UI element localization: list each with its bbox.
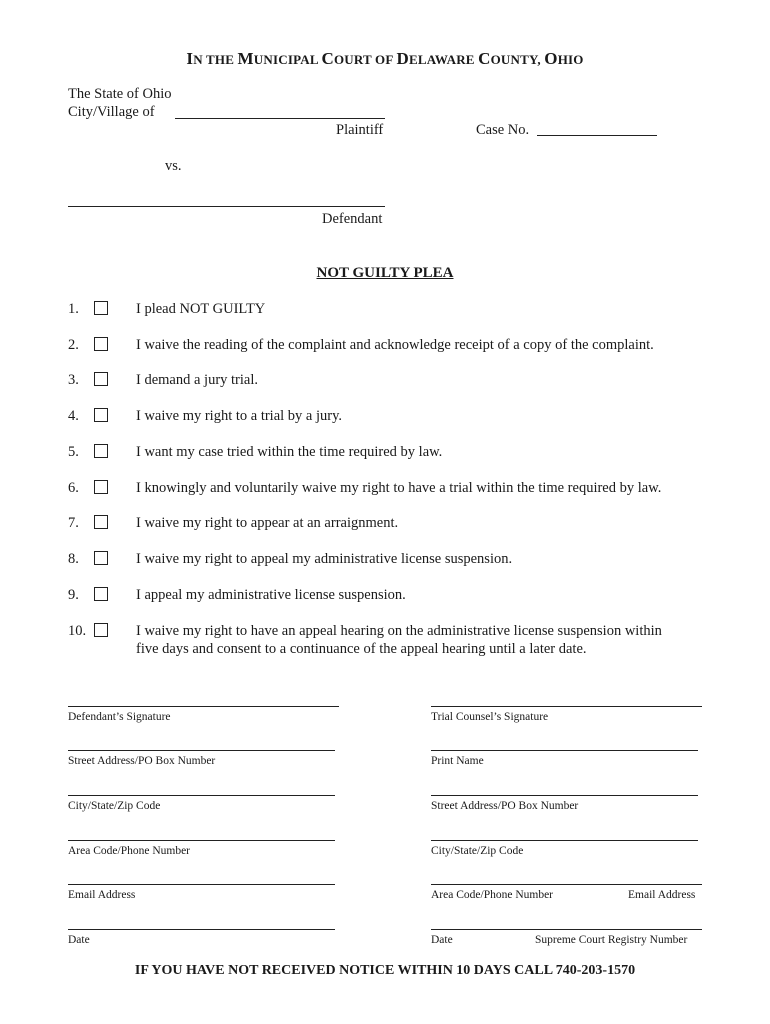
defendant-line[interactable] bbox=[68, 206, 385, 207]
phone-label: Area Code/Phone Number bbox=[68, 845, 190, 857]
email-line[interactable] bbox=[68, 884, 335, 885]
checkbox-5[interactable] bbox=[94, 444, 108, 458]
date-label: Date bbox=[68, 934, 90, 946]
counsel-print-name-line[interactable] bbox=[431, 750, 698, 751]
registry-number-label: Supreme Court Registry Number bbox=[535, 934, 688, 946]
street-address-line[interactable] bbox=[68, 750, 335, 751]
checkbox-4[interactable] bbox=[94, 408, 108, 422]
defendant-signature-label: Defendant’s Signature bbox=[68, 711, 171, 723]
case-no-label: Case No. bbox=[476, 122, 530, 138]
counsel-signature-label: Trial Counsel’s Signature bbox=[431, 711, 549, 723]
checkbox-7[interactable] bbox=[94, 515, 108, 529]
city-state-zip-line[interactable] bbox=[68, 795, 335, 796]
street-address-label: Street Address/PO Box Number bbox=[68, 755, 216, 767]
state-of-ohio-label: The State of Ohio bbox=[68, 86, 172, 102]
city-village-line[interactable] bbox=[175, 118, 385, 119]
defendant-signature-line[interactable] bbox=[68, 706, 339, 707]
counsel-street-address-line[interactable] bbox=[431, 795, 698, 796]
checkbox-6[interactable] bbox=[94, 480, 108, 494]
checkbox-8[interactable] bbox=[94, 551, 108, 565]
counsel-signature-line[interactable] bbox=[431, 706, 702, 707]
counsel-city-state-zip-line[interactable] bbox=[431, 840, 698, 841]
counsel-street-address-label: Street Address/PO Box Number bbox=[431, 800, 579, 812]
defendant-label: Defendant bbox=[322, 211, 383, 227]
checkbox-9[interactable] bbox=[94, 587, 108, 601]
city-village-label: City/Village of bbox=[68, 104, 155, 120]
phone-line[interactable] bbox=[68, 840, 335, 841]
city-state-zip-label: City/State/Zip Code bbox=[68, 800, 161, 812]
counsel-date-label: Date bbox=[431, 934, 453, 946]
counsel-email-label: Email Address bbox=[628, 889, 696, 901]
counsel-print-name-label: Print Name bbox=[431, 755, 484, 767]
case-no-line[interactable] bbox=[537, 135, 657, 136]
date-line[interactable] bbox=[68, 929, 335, 930]
counsel-phone-label: Area Code/Phone Number bbox=[431, 889, 553, 901]
counsel-phone-email-line[interactable] bbox=[431, 884, 702, 885]
checkbox-3[interactable] bbox=[94, 372, 108, 386]
checkbox-2[interactable] bbox=[94, 337, 108, 351]
email-label: Email Address bbox=[68, 889, 136, 901]
plea-heading: NOT GUILTY PLEA bbox=[316, 265, 454, 281]
plaintiff-label: Plaintiff bbox=[336, 122, 384, 138]
checkbox-1[interactable] bbox=[94, 301, 108, 315]
notice-footer: IF YOU HAVE NOT RECEIVED NOTICE WITHIN 10 DAYS CALL 740-203-1570 bbox=[134, 963, 636, 978]
court-title: IN THE MUNICIPAL COURT OF DELAWARE COUNTY, OHIO bbox=[186, 49, 584, 68]
counsel-date-registry-line[interactable] bbox=[431, 929, 702, 930]
counsel-city-state-zip-label: City/State/Zip Code bbox=[431, 845, 524, 857]
vs-label: vs. bbox=[165, 158, 182, 174]
checkbox-10[interactable] bbox=[94, 623, 108, 637]
